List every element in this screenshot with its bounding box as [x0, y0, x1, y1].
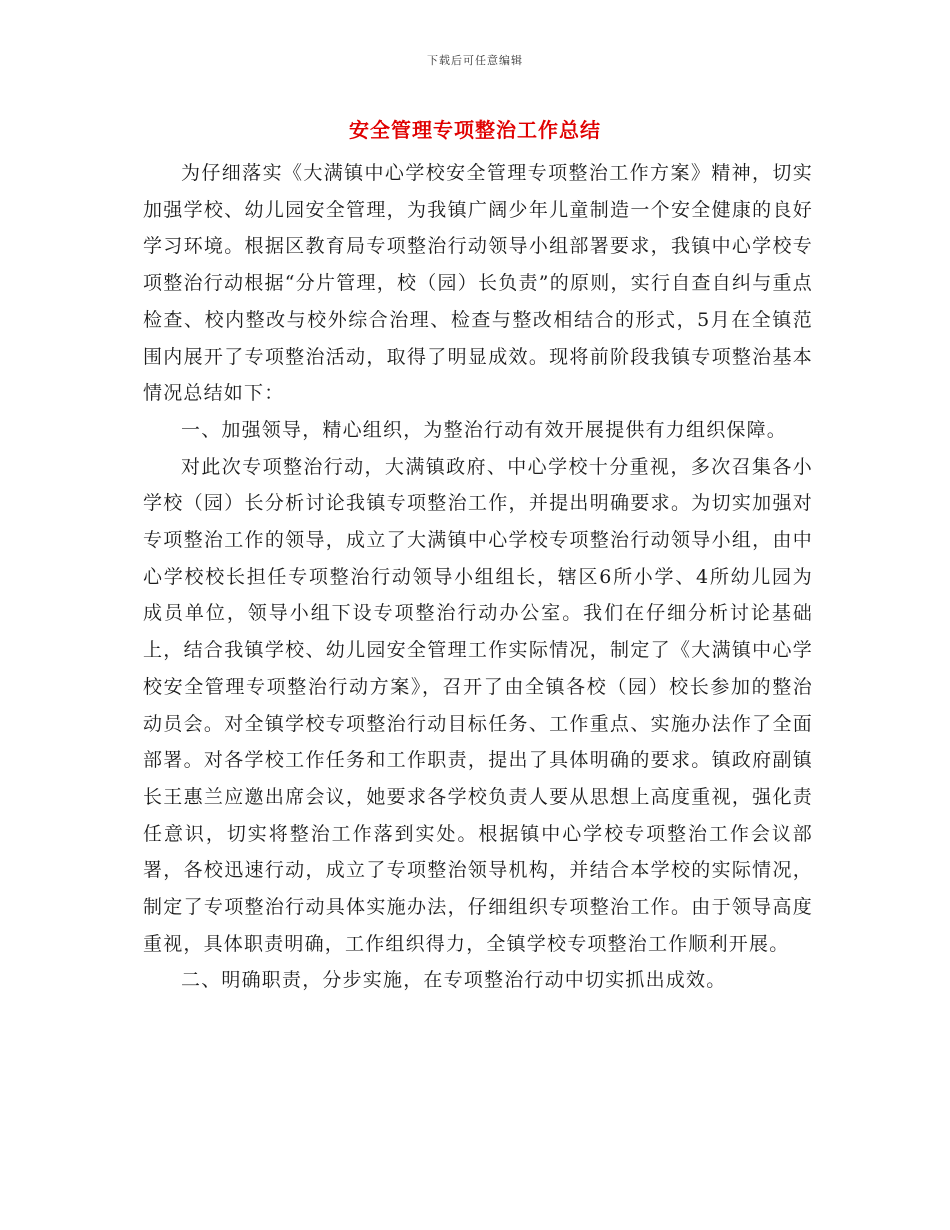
header-note: 下载后可任意编辑 [427, 54, 523, 67]
paragraph-section-1: 对此次专项整治行动，大满镇政府、中心学校十分重视，多次召集各小学校（园）长分析讨论我镇专项整治工作，并提出明确要求。为切实加强对专项整治工作的领导，成立了大满镇中心学校专项整治行动领导小组，由中心学校校长担任专项整治行动领导小组组长，辖区6所小学、4所幼儿园为成员单位，领导小组下设专项整治行动办公室。我们在仔细分析讨论基础上，结合我镇学校、幼儿园安全管理工作实际情况，制定了《大满镇中心学校安全管理专项整治行动方案》，召开了由全镇各校（园）校长参加的整治动员会。对全镇学校专项整治行动目标任务、工作重点、实施办法作了全面部署。对各学校工作任务和工作职责，提出了具体明确的要求。镇政府副镇长王惠兰应邀出席会议，她要求各学校负责人要从思想上高度重视，强化责任意识，切实将整治工作落到实处。根据镇中心学校专项整治工作会议部署，各校迅速行动，成立了专项整治领导机构，并结合本学校的实际情况，制定了专项整治行动具体实施办法，仔细组织专项整治工作。由于领导高度重视，具体职责明确，工作组织得力，全镇学校专项整治工作顺利开展。 [143, 455, 813, 955]
section-heading-1: 一、加强领导，精心组织，为整治行动有效开展提供有力组织保障。 [181, 418, 788, 441]
paragraph-intro: 为仔细落实《大满镇中心学校安全管理专项整治工作方案》精神，切实加强学校、幼儿园安全管理，为我镇广阔少年儿童制造一个安全健康的良好学习环境。根据区教育局专项整治行动领导小组部署要求，我镇中心学校专项整治行动根据“分片管理，校（园）长负责”的原则，实行自查自纠与重点检查、校内整改与校外综合治理、检查与整改相结合的形式，5月在全镇范围内展开了专项整治活动，取得了明显成效。现将前阶段我镇专项整治基本情况总结如下： [143, 162, 813, 405]
document-title: 安全管理专项整治工作总结 [349, 118, 601, 142]
document-body [143, 155, 813, 999]
section-heading-2: 二、明确职责，分步实施，在专项整治行动中切实抓出成效。 [181, 969, 727, 992]
